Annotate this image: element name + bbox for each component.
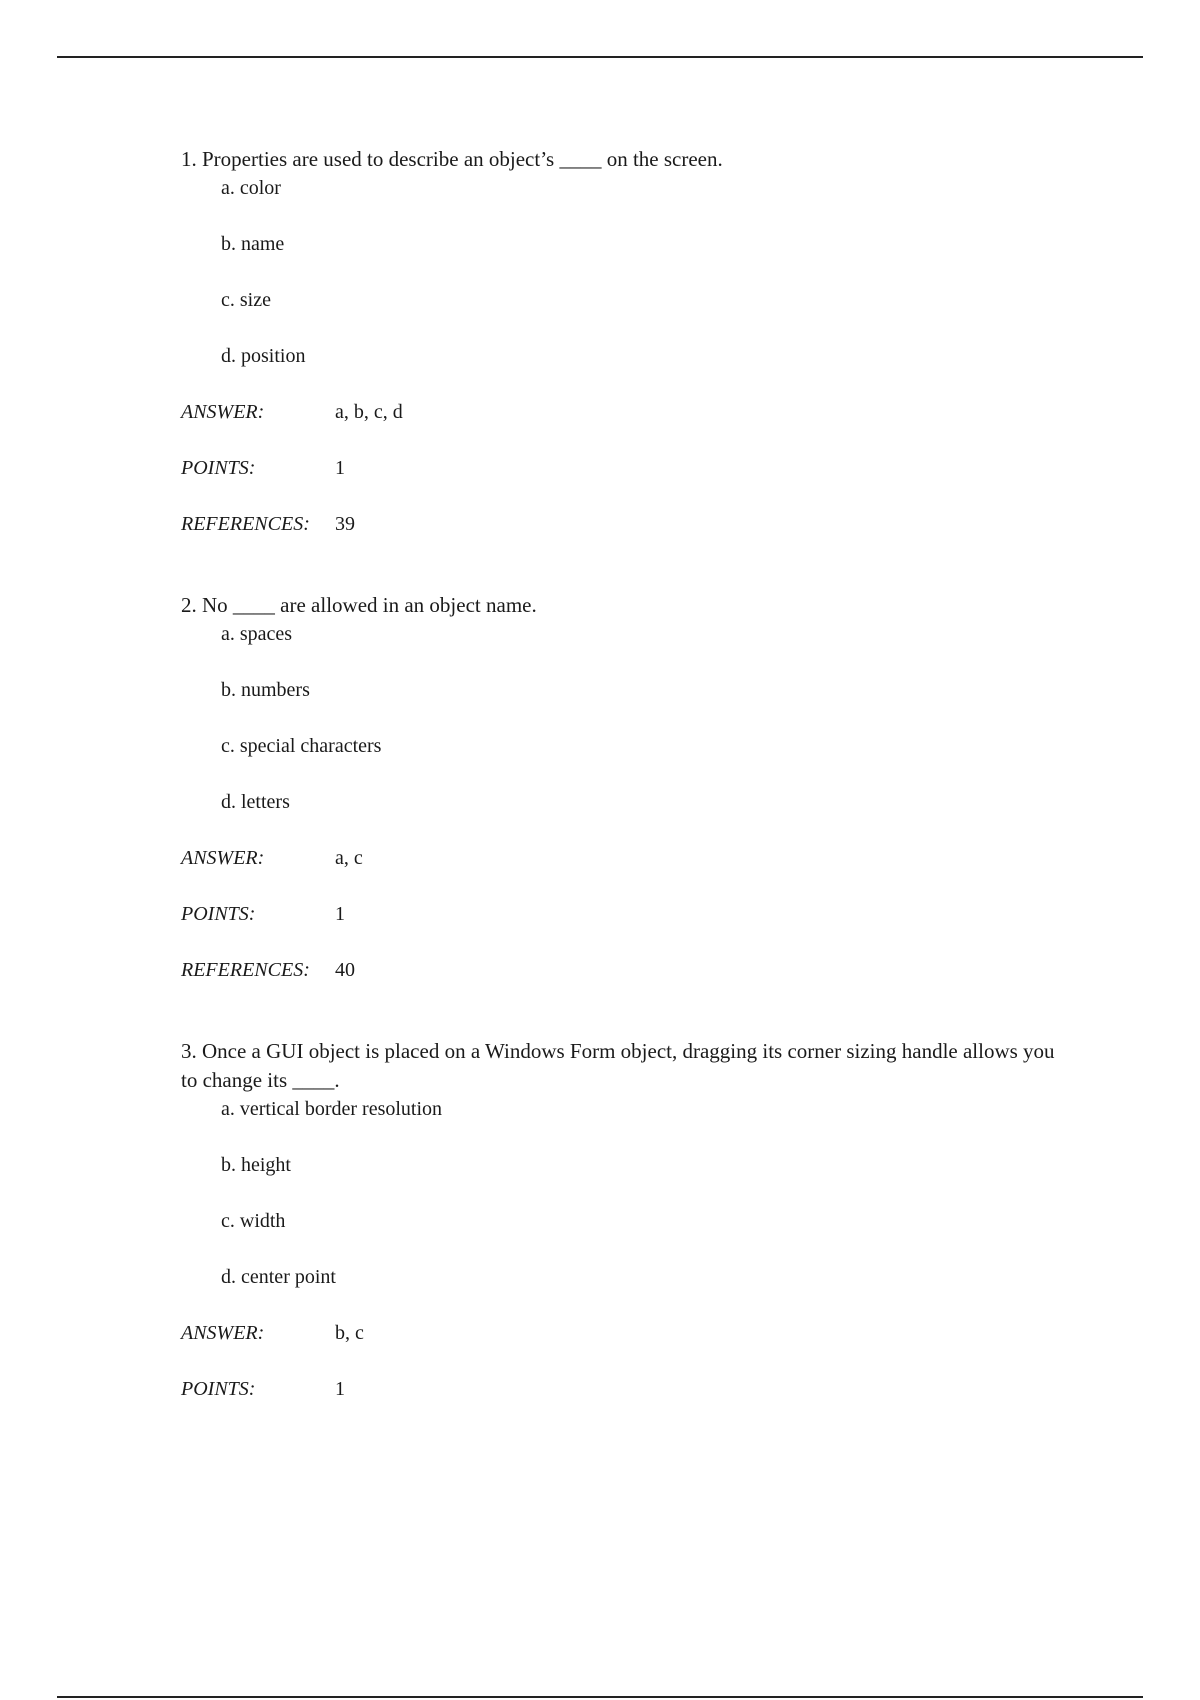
option-d: d. letters — [221, 791, 290, 813]
points-value: 1 — [335, 1378, 345, 1400]
option-a: a. spaces — [221, 623, 293, 645]
option-b: b. height — [221, 1154, 291, 1176]
option-a: a. color — [221, 177, 281, 199]
answer-label: ANSWER: — [181, 1322, 265, 1344]
option-a: a. vertical border resolution — [221, 1098, 443, 1120]
points-value: 1 — [335, 903, 345, 925]
answer-row — [181, 1319, 1061, 1348]
references-value: 39 — [335, 513, 355, 535]
option-d: d. position — [221, 345, 306, 367]
points-label: POINTS: — [181, 457, 256, 479]
references-row — [181, 510, 1061, 539]
references-value: 40 — [335, 959, 355, 981]
references-label: REFERENCES: — [181, 959, 310, 981]
footer-rule — [57, 1696, 1143, 1698]
option-c: c. special characters — [221, 735, 382, 757]
answer-row — [181, 844, 1061, 873]
question-text: 2. No ____ are allowed in an object name. — [181, 593, 537, 617]
answer-row — [181, 398, 1061, 427]
points-row — [181, 1375, 1061, 1404]
option-b: b. numbers — [221, 679, 310, 701]
header-rule — [57, 56, 1143, 58]
points-label: POINTS: — [181, 1378, 256, 1400]
answer-options — [181, 1095, 1061, 1292]
points-value: 1 — [335, 457, 345, 479]
answer-value: a, b, c, d — [335, 401, 403, 423]
option-d: d. center point — [221, 1266, 336, 1288]
question-2 — [181, 591, 1061, 985]
option-b: b. name — [221, 233, 285, 255]
option-c: c. width — [221, 1210, 286, 1232]
references-label: REFERENCES: — [181, 513, 310, 535]
answer-options — [181, 174, 1061, 371]
points-label: POINTS: — [181, 903, 256, 925]
answer-label: ANSWER: — [181, 401, 265, 423]
answer-label: ANSWER: — [181, 847, 265, 869]
answer-value: b, c — [335, 1322, 364, 1344]
answer-options — [181, 620, 1061, 817]
question-text: 1. Properties are used to describe an object’s ____ on the screen. — [181, 147, 723, 171]
option-c: c. size — [221, 289, 271, 311]
references-row — [181, 956, 1061, 985]
question-1 — [181, 145, 1061, 539]
question-text: 3. Once a GUI object is placed on a Windows Form object, dragging its corner sizing handle allows you to change its ____. — [181, 1039, 1055, 1092]
answer-value: a, c — [335, 847, 363, 869]
points-row — [181, 900, 1061, 929]
question-3 — [181, 1037, 1061, 1404]
points-row — [181, 454, 1061, 483]
document-body — [181, 145, 1061, 1456]
